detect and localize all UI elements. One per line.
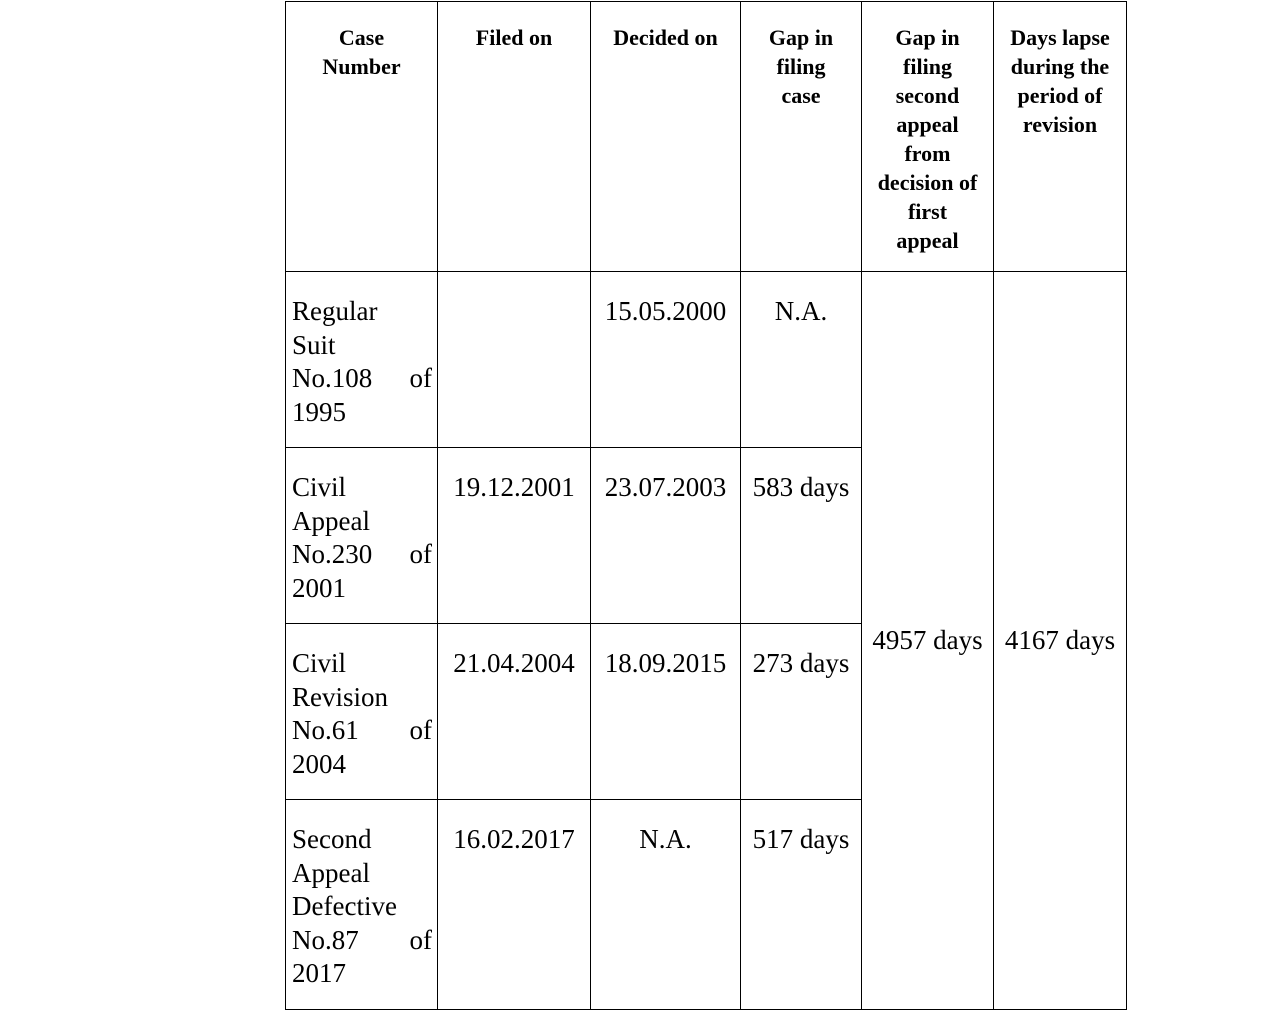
decided-on-cell: 15.05.2000 [591, 272, 741, 448]
decided-on-cell: 18.09.2015 [591, 624, 741, 800]
header-row [286, 2, 1127, 272]
filed-on-cell: 16.02.2017 [438, 800, 591, 1010]
filed-on-cell [438, 272, 591, 448]
case-number-cell: Civil Revision No.61 of 2004 [286, 624, 438, 800]
case-number-cell: Second Appeal Defective No.87 of 2017 [286, 800, 438, 1010]
header-gap-second-appeal: Gap in filing second appeal from decision of first appeal [862, 2, 994, 272]
case-number-cell: Civil Appeal No.230 of 2001 [286, 448, 438, 624]
header-gap-in-filing: Gap in filing case [741, 2, 862, 272]
header-filed-on: Filed on [438, 2, 591, 272]
header-decided-on: Decided on [591, 2, 741, 272]
table-row [286, 272, 1127, 448]
filed-on-cell: 21.04.2004 [438, 624, 591, 800]
decided-on-cell: 23.07.2003 [591, 448, 741, 624]
second-appeal-gap-cell: 4957 days [862, 272, 994, 1010]
gap-cell: N.A. [741, 272, 862, 448]
gap-cell: 517 days [741, 800, 862, 1010]
decided-on-cell: N.A. [591, 800, 741, 1010]
case-number-cell: Regular Suit No.108 of 1995 [286, 272, 438, 448]
gap-cell: 583 days [741, 448, 862, 624]
gap-cell: 273 days [741, 624, 862, 800]
header-days-lapse-revision: Days lapse during the period of revision [994, 2, 1127, 272]
filed-on-cell: 19.12.2001 [438, 448, 591, 624]
case-timeline-table [285, 1, 1127, 1010]
header-case-number: Case Number [286, 2, 438, 272]
revision-lapse-cell: 4167 days [994, 272, 1127, 1010]
